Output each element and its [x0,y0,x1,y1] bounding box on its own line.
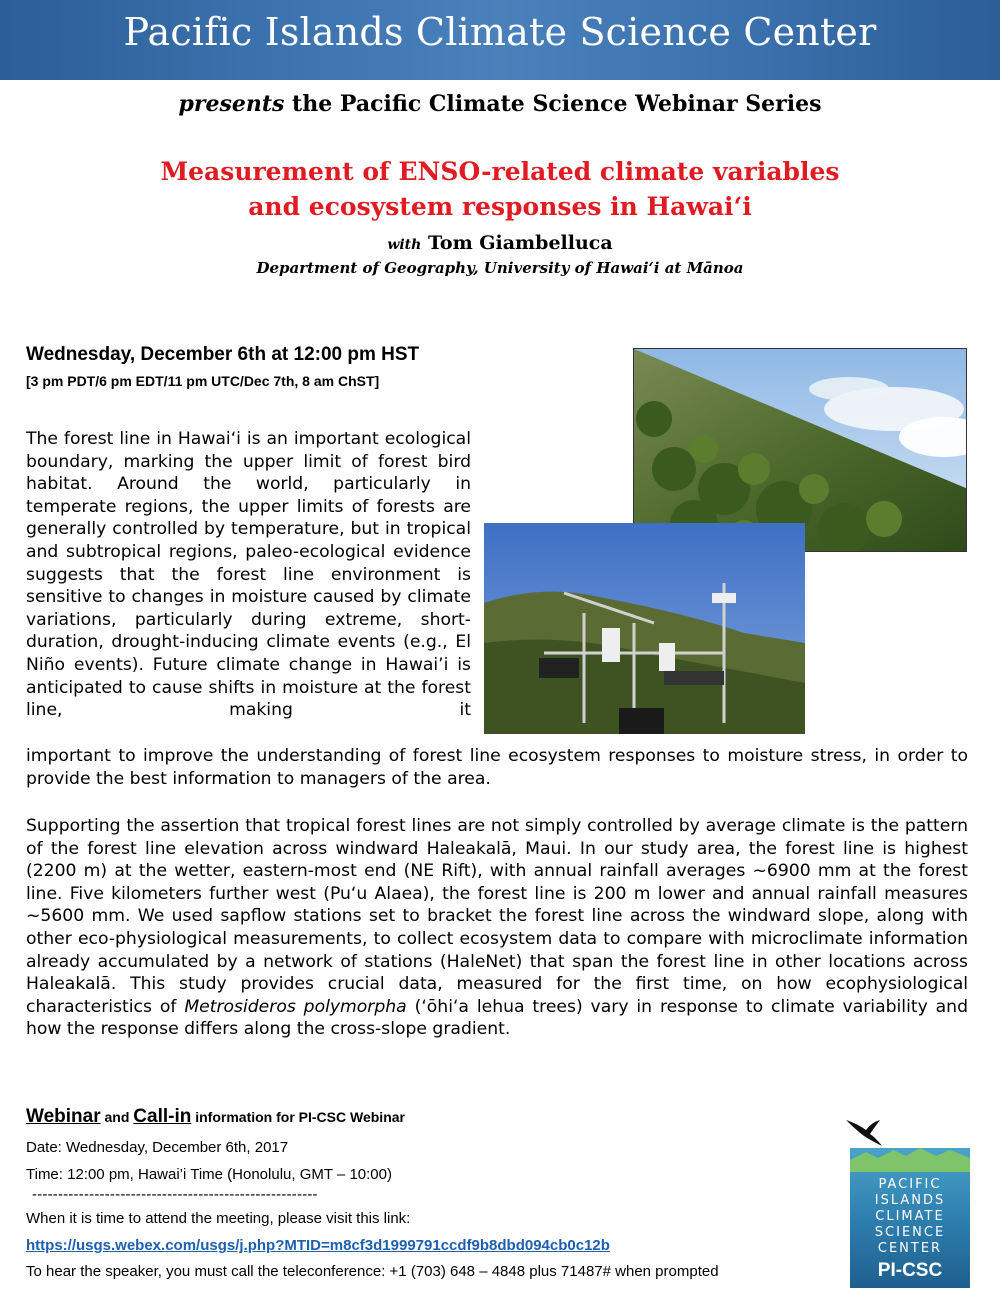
timezone-line: [3 pm PDT/6 pm EDT/11 pm UTC/Dec 7th, 8 am ChST] [26,373,380,389]
org-title: Pacific Islands Climate Science Center [123,10,877,54]
webinar-date: Date: Wednesday, December 6th, 2017 [26,1139,289,1156]
series-name: the Pacific Climate Science Webinar Series [284,91,822,117]
logo-line2: ISLANDS [874,1193,946,1208]
weather-station-photo [484,523,805,734]
webinar-info-heading [26,1106,405,1128]
webinar-word: Webinar [26,1106,101,1127]
logo-line4: SCIENCE [874,1225,946,1240]
presents-word: presents [178,91,285,117]
and-word: and [100,1109,134,1125]
with-word: with [387,237,422,253]
department: Department of Geography, University of Hawai‘i at Mānoa [256,259,744,277]
paragraph-2-text: Supporting the assertion that tropical forest lines are not simply controlled by average climate is the pattern of the forest line elevation across windward Haleakalā, Maui. In our study area, the forest line is highest (2200 m) at the wetter, eastern-most end (NE Rift), with annual rainfall averages ~6900 mm at the forest line. Five kilometers further west (Pu‘u Alaea), the forest line is 200 m lower and annual rainfall measures ~5600 mm. We used sapflow stations set to bracket the forest line across the windward slope, along with other eco-physiological measurements, to collect ecosystem data to compare with microclimate information already accumulated by a network of stations (HaleNet) that span the forest line in other locations across Haleakalā. This study provides crucial data, measured for the first time, on how ecophysiological characteristics of [26,816,968,1017]
logo-line1: PACIFIC [878,1177,942,1192]
talk-title-line2: and ecosystem responses in Hawai‘i [248,192,752,221]
forest-slope-photo [633,348,967,552]
series-line [0,91,1000,117]
albatross-icon [846,1120,882,1146]
pi-csc-logo [846,1112,970,1288]
paragraph-2-end: (‘ōhi‘a lehua trees) vary in response to climate variability and how the response differs along the cross-slope gradient. [26,996,968,1040]
callin-word: Call-in [133,1106,192,1127]
logo-abbr: PI-CSC [877,1260,943,1281]
species-name: Metrosideros polymorpha [184,996,407,1017]
webinar-time: Time: 12:00 pm, Hawai’i Time (Honolulu, GMT – 10:00) [26,1166,392,1183]
paragraph-1-continued: important to improve the understanding of forest line ecosystem responses to moisture stress, in order to provide the best information to managers of the area. [26,746,968,789]
phone-instructions: To hear the speaker, you must call the teleconference: +1 (703) 648 – 4848 plus 71487# when prompted [26,1263,719,1280]
logo-line3: CLIMATE [875,1209,945,1224]
header-banner [0,0,1000,80]
heading-rest: information for PI-CSC Webinar [191,1109,405,1125]
visit-instructions: When it is time to attend the meeting, please visit this link: [26,1210,411,1227]
speaker-name: Tom Giambelluca [427,232,613,254]
date-heading: Wednesday, December 6th at 12:00 pm HST [26,344,420,365]
talk-title [0,154,1000,224]
paragraph-1: The forest line in Hawai‘i is an important ecological boundary, marking the upper limit of forest bird habitat. Around the world, particularly in temperate regions, the upper limits of forests are generally controlled by temperature, but in tropical and subtropical regions, paleo-ecological evidence suggests that the forest line environment is sensitive to changes in moisture caused by climate variations, particularly during extreme, short-duration, drought-inducing climate events (e.g., El Niño events). Future climate change in Hawai’i is anticipated to cause shifts in moisture at the forest line, making it [26,429,471,721]
talk-title-line1: Measurement of ENSO-related climate variables [160,157,840,186]
paragraph-2 [26,815,968,1041]
speaker-line [0,232,1000,254]
divider: ------------------------------------------------------- [32,1186,318,1203]
logo-line5: CENTER [877,1241,943,1256]
webinar-link[interactable]: https://usgs.webex.com/usgs/j.php?MTID=m8cf3d1999791ccdf9b8dbd094cb0c12b [26,1237,610,1254]
